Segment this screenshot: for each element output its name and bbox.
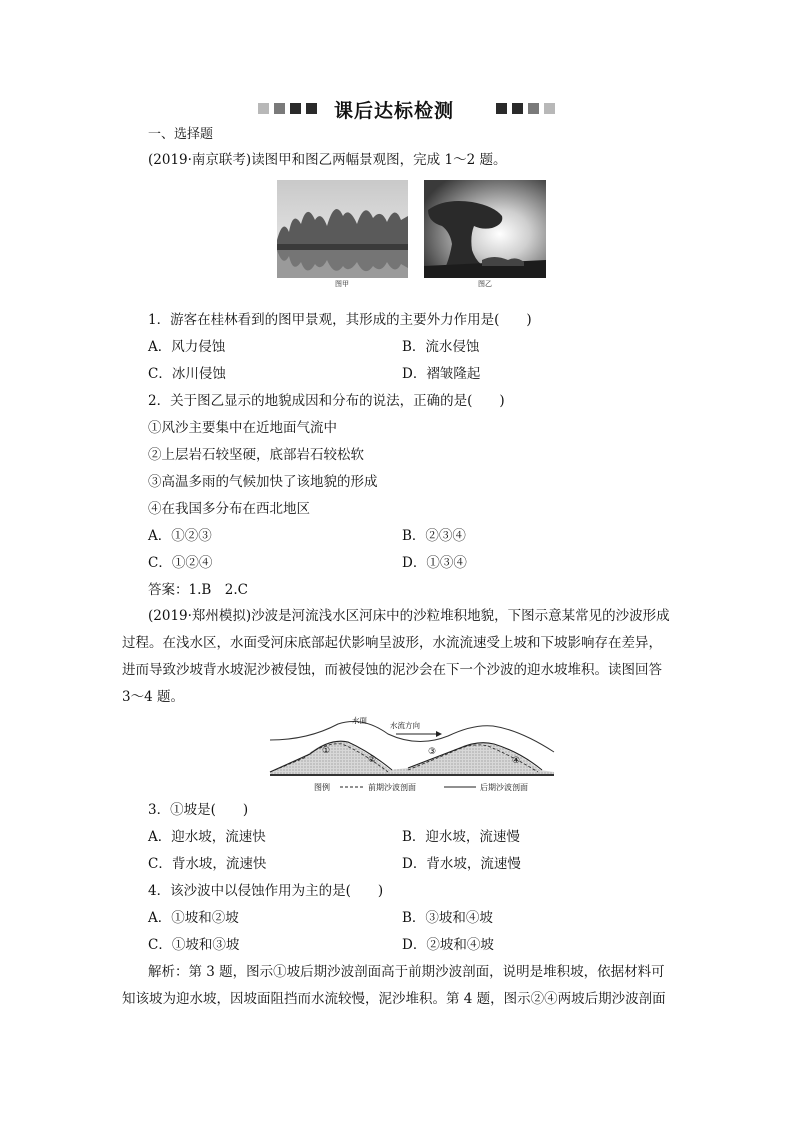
q3-option-b: B．迎水坡，流速慢 (402, 829, 520, 845)
q3-option-c: C．背水坡，流速快 (148, 856, 267, 872)
q2-option-b: B．②③④ (402, 528, 466, 544)
figure-b-caption: 图乙 (478, 280, 492, 288)
intro-1-text: 读图甲和图乙两幅景观图，完成 1～2 题。 (251, 152, 507, 168)
q4-stem: 4．该沙波中以侵蚀作用为主的是( ) (148, 883, 384, 899)
intro-2-source: (2019·郑州模拟) (148, 608, 252, 624)
q1-option-b: B．流水侵蚀 (402, 339, 480, 355)
q4-option-d: D．②坡和④坡 (402, 937, 494, 953)
q4-option-a: A．①坡和②坡 (148, 910, 239, 926)
mushroom-rock-image (424, 180, 546, 288)
intro-2-text: 沙波是河流浅水区河床中的沙粒堆积地貌，下图示意某常见的沙波形成 (251, 608, 670, 624)
water-surface-label: 水面 (352, 716, 367, 725)
q2-stem: 2．关于图乙显示的地貌成因和分布的说法，正确的是( ) (148, 393, 505, 409)
figure-a (277, 180, 408, 288)
answer-1-2: 答案：1.B 2.C (148, 582, 249, 598)
analysis-line-1: 解析：第 3 题，图示①坡后期沙波剖面高于前期沙波剖面，说明是堆积坡，依据材料可 (148, 964, 665, 980)
q3-stem: 3．①坡是( ) (148, 802, 249, 818)
legend-late-profile: 后期沙波剖面 (480, 783, 528, 792)
q2-option-d: D．①③④ (402, 555, 467, 571)
figure-b (424, 180, 546, 288)
q2-statement-3: ③高温多雨的气候加快了该地貌的形成 (148, 474, 378, 490)
intro-1 (148, 149, 506, 171)
intro-2-line-3: 进而导致沙坡背水坡泥沙被侵蚀，而被侵蚀的泥沙会在下一个沙波的迎水坡堆积。读图回答 (122, 662, 662, 678)
sand-wave-diagram (268, 712, 556, 796)
intro-2-line-1 (148, 605, 670, 627)
q2-option-a: A．①②③ (148, 528, 212, 544)
marker-1: ① (322, 746, 331, 756)
q2-statement-4: ④在我国多分布在西北地区 (148, 501, 310, 517)
flow-direction-label: 水流方向 (390, 721, 420, 730)
karst-landscape-image (277, 180, 408, 288)
intro-1-source: (2019·南京联考) (148, 152, 252, 168)
sand-wave-svg (268, 712, 556, 796)
decor-squares-left (258, 103, 320, 114)
figure-a-caption: 图甲 (335, 280, 349, 288)
marker-3: ③ (428, 747, 437, 757)
intro-2-line-4: 3～4 题。 (122, 689, 184, 705)
q2-statement-1: ①风沙主要集中在近地面气流中 (148, 420, 337, 436)
q4-option-b: B．③坡和④坡 (402, 910, 493, 926)
q3-option-a: A．迎水坡，流速快 (148, 829, 266, 845)
marker-4: ④ (512, 756, 521, 766)
section-heading: 一、选择题 (148, 127, 214, 142)
q3-option-d: D．背水坡，流速慢 (402, 856, 521, 872)
legend-label: 图例 (314, 783, 330, 792)
marker-2: ② (368, 755, 377, 765)
intro-2-line-2: 过程。在浅水区，水面受河床底部起伏影响呈波形，水流流速受上坡和下坡影响存在差异， (122, 635, 662, 651)
q1-option-d: D．褶皱隆起 (402, 366, 481, 382)
decor-squares-right (496, 103, 566, 114)
header-banner (258, 96, 568, 122)
q1-stem: 1．游客在桂林看到的图甲景观，其形成的主要外力作用是( ) (148, 312, 532, 328)
page-title: 课后达标检测 (334, 100, 455, 122)
q1-option-c: C．冰川侵蚀 (148, 366, 226, 382)
q4-option-c: C．①坡和③坡 (148, 937, 240, 953)
q1-option-a: A．风力侵蚀 (148, 339, 226, 355)
q2-option-c: C．①②④ (148, 555, 213, 571)
legend-early-profile: 前期沙波剖面 (368, 783, 416, 792)
q2-statement-2: ②上层岩石较坚硬，底部岩石较松软 (148, 447, 364, 463)
analysis-line-2: 知该坡为迎水坡，因坡面阻挡而水流较慢，泥沙堆积。第 4 题，图示②④两坡后期沙波剖面 (122, 991, 666, 1007)
